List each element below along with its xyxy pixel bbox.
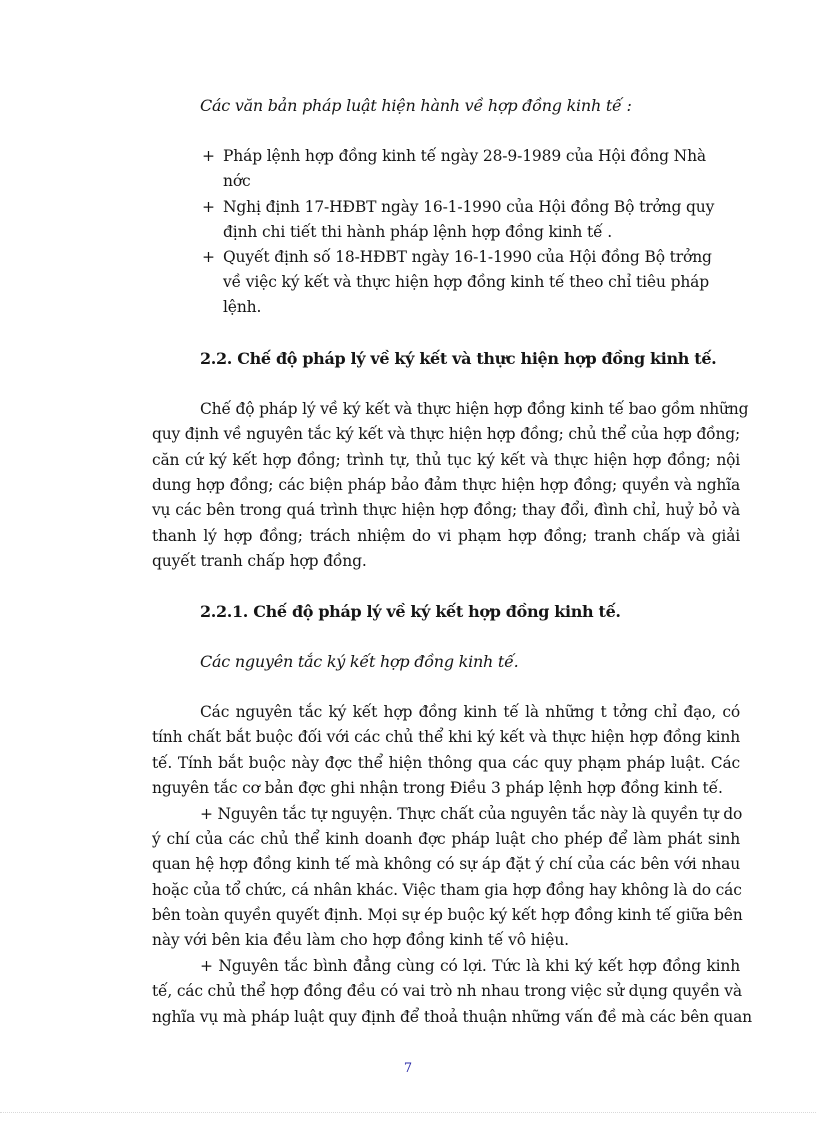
paragraph-line: tính chất bắt buộc đối với các chủ thể khi ký kết và thực hiện hợp đồng kinh — [152, 728, 740, 746]
bullet-marker: + — [202, 248, 215, 266]
intro-heading: Các văn bản pháp luật hiện hành về hợp đồng kinh tế : — [200, 96, 632, 115]
paragraph-line: căn cứ ký kết hợp đồng; trình tự, thủ tục ký kết và thực hiện hợp đồng; nội — [152, 451, 740, 469]
paragraph-line: bên toàn quyền quyết định. Mọi sự ép buộc ký kết hợp đồng kinh tế giữa bên — [152, 906, 743, 924]
paragraph-line: tế, các chủ thể hợp đồng đều có vai trò nh nhau trong việc sử dụng quyền và — [152, 982, 742, 1000]
section-heading-2-2: 2.2. Chế độ pháp lý về ký kết và thực hiện hợp đồng kinh tế. — [200, 349, 717, 368]
paragraph-line: quyết tranh chấp hợp đồng. — [152, 552, 367, 570]
paragraph-line: ý chí của các chủ thể kinh doanh đợc pháp luật cho phép để làm phát sinh — [152, 830, 740, 848]
paragraph-line: Chế độ pháp lý về ký kết và thực hiện hợp đồng kinh tế bao gồm những — [200, 400, 749, 418]
paragraph-line: thanh lý hợp đồng; trách nhiệm do vi phạm hợp đồng; tranh chấp và giải — [152, 527, 740, 545]
paragraph-line: Các nguyên tắc ký kết hợp đồng kinh tế là những t tởng chỉ đạo, có — [200, 703, 740, 721]
bullet-line: Nghị định 17-HĐBT ngày 16-1-1990 của Hội đồng Bộ trởng quy — [223, 198, 715, 216]
paragraph-line: dung hợp đồng; các biện pháp bảo đảm thực hiện hợp đồng; quyền và nghĩa — [152, 476, 740, 494]
bullet-line: lệnh. — [223, 298, 262, 316]
paragraph-line: hoặc của tổ chức, cá nhân khác. Việc tham gia hợp đồng hay không là do các — [152, 881, 742, 899]
paragraph-line: + Nguyên tắc bình đẳng cùng có lợi. Tức là khi ký kết hợp đồng kinh — [200, 957, 740, 975]
paragraph-line: quan hệ hợp đồng kinh tế mà không có sự áp đặt ý chí của các bên với nhau — [152, 855, 740, 873]
bullet-line: Quyết định số 18-HĐBT ngày 16-1-1990 của Hội đồng Bộ trởng — [223, 248, 712, 266]
paragraph-line: vụ các bên trong quá trình thực hiện hợp đồng; thay đổi, đình chỉ, huỷ bỏ và — [152, 501, 740, 519]
bullet-marker: + — [202, 147, 215, 165]
bullet-line: nớc — [223, 172, 251, 190]
subheading: Các nguyên tắc ký kết hợp đồng kinh tế. — [200, 652, 519, 671]
paragraph-line: nghĩa vụ mà pháp luật quy định để thoả thuận những vấn đề mà các bên quan — [152, 1008, 752, 1026]
bullet-marker: + — [202, 198, 215, 216]
section-heading-2-2-1: 2.2.1. Chế độ pháp lý về ký kết hợp đồng kinh tế. — [200, 602, 621, 621]
paragraph-line: quy định về nguyên tắc ký kết và thực hiện hợp đồng; chủ thể của hợp đồng; — [152, 425, 740, 443]
paragraph-line: + Nguyên tắc tự nguyện. Thực chất của nguyên tắc này là quyền tự do — [200, 805, 743, 823]
bullet-line: Pháp lệnh hợp đồng kinh tế ngày 28-9-1989 của Hội đồng Nhà — [223, 147, 707, 165]
paragraph-line: này với bên kia đều làm cho hợp đồng kinh tế vô hiệu. — [152, 931, 569, 949]
footer-divider — [0, 1112, 816, 1113]
bullet-line: về việc ký kết và thực hiện hợp đồng kinh tế theo chỉ tiêu pháp — [223, 273, 710, 291]
bullet-line: định chi tiết thi hành pháp lệnh hợp đồng kinh tế . — [223, 223, 613, 241]
paragraph-line: nguyên tắc cơ bản đợc ghi nhận trong Điều 3 pháp lệnh hợp đồng kinh tế. — [152, 779, 723, 797]
paragraph-line: tế. Tính bắt buộc này đợc thể hiện thông qua các quy phạm pháp luật. Các — [152, 754, 740, 772]
page-number: 7 — [403, 1061, 413, 1076]
